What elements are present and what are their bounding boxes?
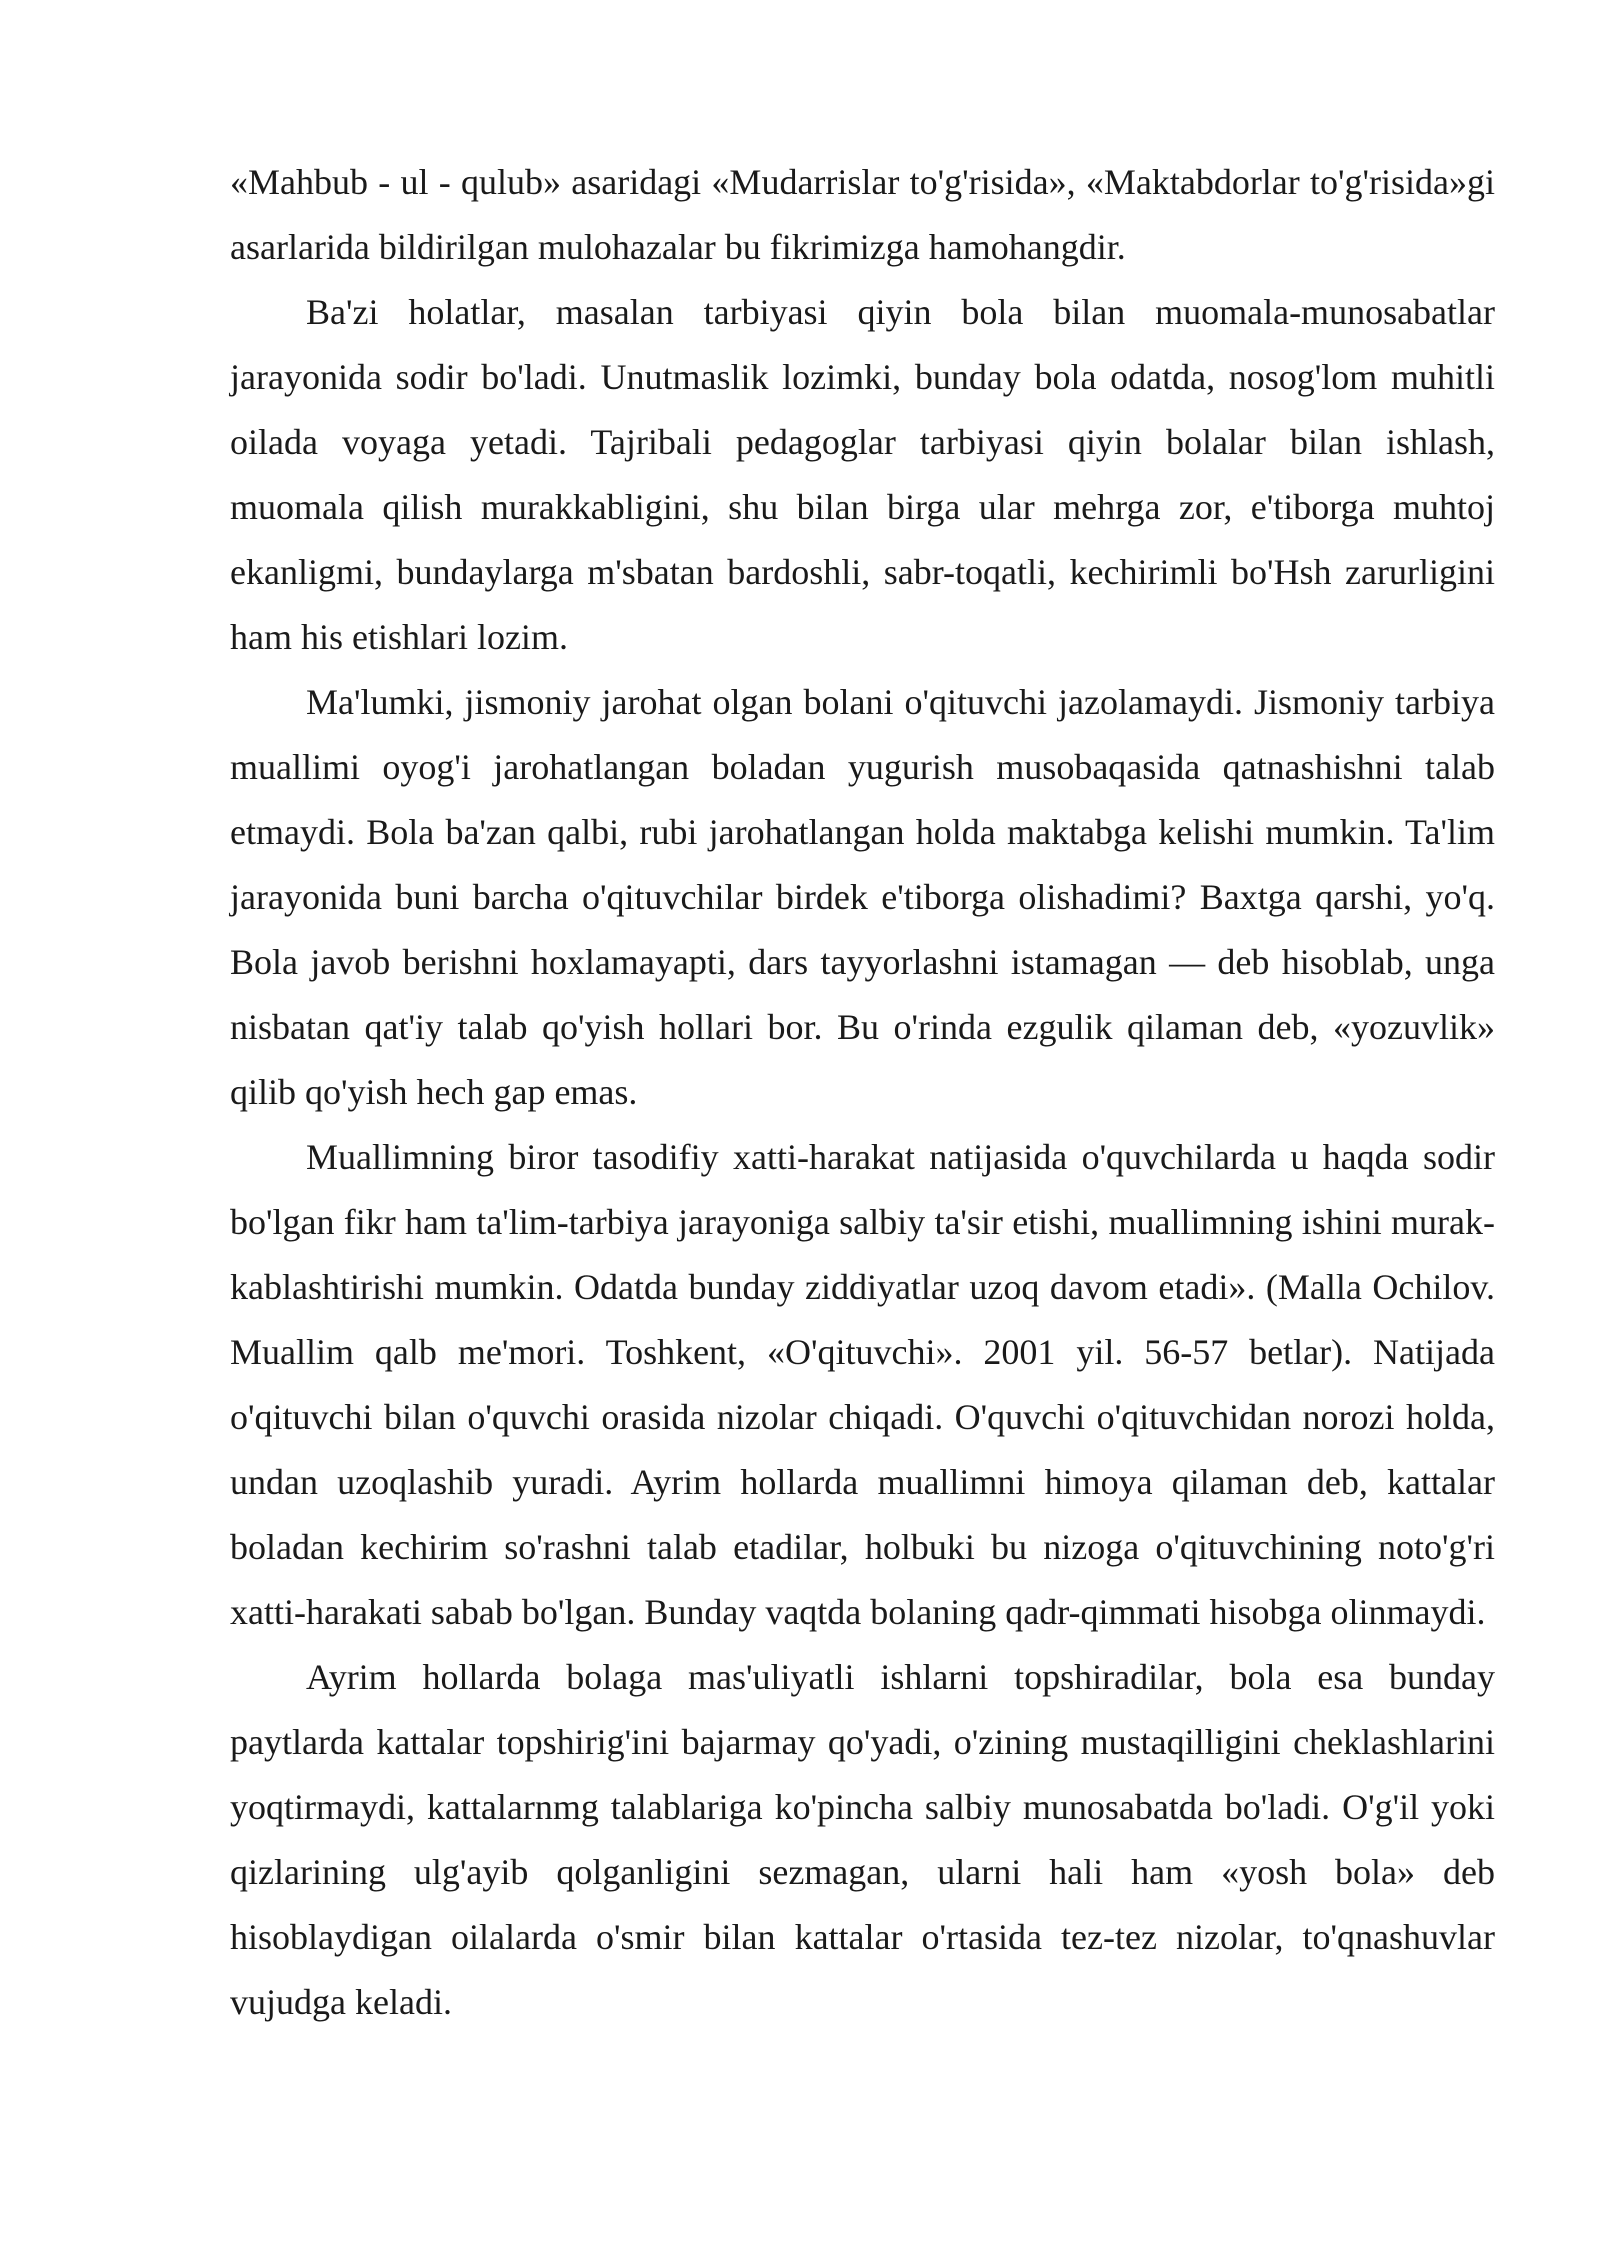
paragraph-1: «Mahbub - ul - qulub» asaridagi «Mudarrislar to'g'risida», «Maktabdorlar to'g'risida»gi asarlarida bildirilgan mulohazalar bu fikrimizga hamohangdir. bbox=[230, 162, 1495, 267]
paragraph-2: Ba'zi holatlar, masalan tarbiyasi qiyin bola bilan muomala-munosabatlar jarayonida sodir bo'ladi. Unutmaslik lozimki, bunday bola odatda, nosog'lom muhitli oilada voyaga yetadi. Tajribali pedagoglar tarbiyasi qiyin bolalar bilan ishlash, muomala qilish murakkabligini, shu bilan birga ular mehrga zor, e'tiborga muhtoj ekanligmi, bundaylarga m'sbatan bardoshli, sabr-toqatli, kechirimli bo'Hsh zarurligini ham his etishlari lozim. bbox=[230, 292, 1495, 657]
paragraph-4: Muallimning biror tasodifiy xatti-harakat natijasida o'quvchilarda u haqda sodir bo'lgan fikr ham ta'lim-tarbiya jarayoniga salbiy ta'sir etishi, muallimning ishini murak-kablashtirishi mumkin. Odatda bunday ziddiyatlar uzoq davom etadi». (Malla Ochilov. Muallim qalb me'mori. Toshkent, «O'qituvchi». 2001 yil. 56-57 betlar). Natijada o'qituvchi bilan o'quvchi orasida nizolar chiqadi. O'quvchi o'qituvchidan norozi holda, undan uzoqlashib yuradi. Ayrim hollarda muallimni himoya qilaman deb, kattalar boladan kechirim so'rashni talab etadilar, holbuki bu nizoga o'qituvchining noto'g'ri xatti-harakati sabab bo'lgan. Bunday vaqtda bolaning qadr-qimmati hisobga olinmaydi. bbox=[230, 1137, 1495, 1632]
document-page bbox=[230, 150, 1495, 2035]
paragraph-3: Ma'lumki, jismoniy jarohat olgan bolani o'qituvchi jazolamaydi. Jismoniy tarbiya muallimi oyog'i jarohatlangan boladan yugurish musobaqasida qatnashishni talab etmaydi. Bola ba'zan qalbi, rubi jarohatlangan holda maktabga kelishi mumkin. Ta'lim jarayonida buni barcha o'qituvchilar birdek e'tiborga olishadimi? Baxtga qarshi, yo'q. Bola javob berishni hoxlamayapti, dars tayyorlashni istamagan — deb hisoblab, unga nisbatan qat'iy talab qo'yish hollari bor. Bu o'rinda ezgulik qilaman deb, «yozuvlik» qilib qo'yish hech gap emas. bbox=[230, 682, 1495, 1112]
paragraph-5: Ayrim hollarda bolaga mas'uliyatli ishlarni topshiradilar, bola esa bunday paytlarda kattalar topshirig'ini bajarmay qo'yadi, o'zining mustaqilligini cheklashlarini yoqtirmaydi, kattalarnmg talablariga ko'pincha salbiy munosabatda bo'ladi. O'g'il yoki qizlarining ulg'ayib qolganligini sezmagan, ularni hali ham «yosh bola» deb hisoblaydigan oilalarda o'smir bilan kattalar o'rtasida tez-tez nizolar, to'qnashuvlar vujudga keladi. bbox=[230, 1657, 1495, 2022]
